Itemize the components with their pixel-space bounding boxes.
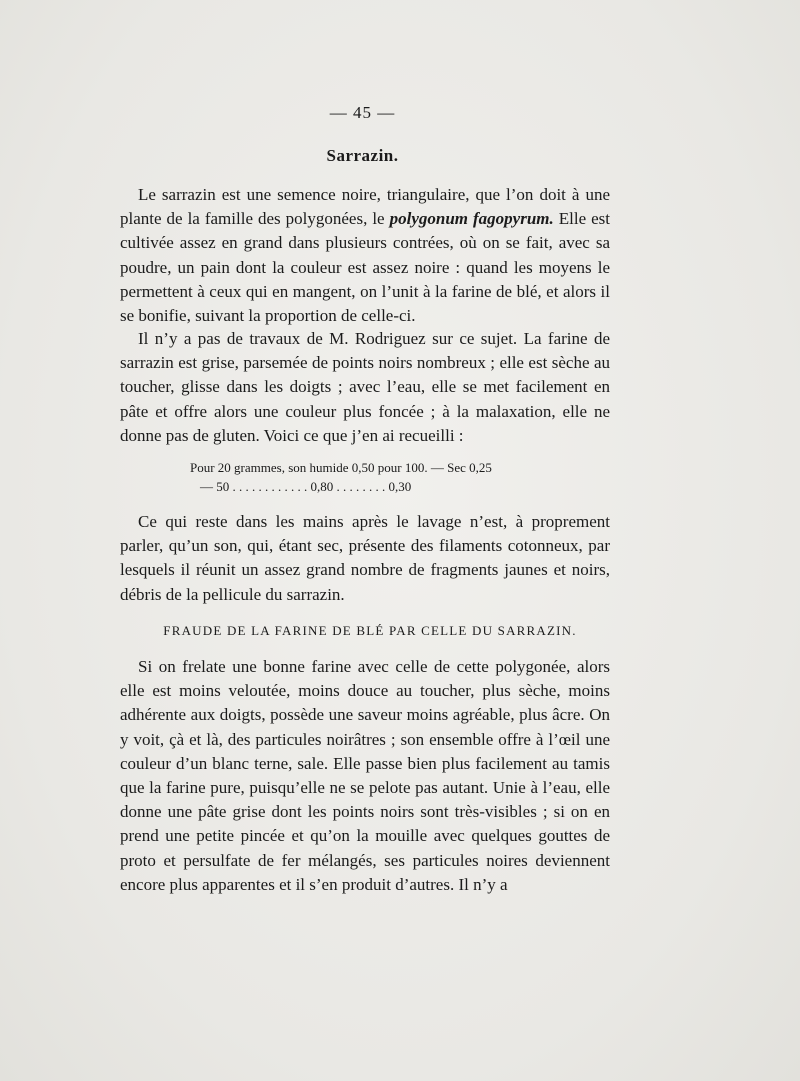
section-title: Sarrazin. [326, 146, 399, 165]
species-name: polygonum fagopyrum. [389, 209, 554, 229]
paragraph-residue-text: Ce qui reste dans les mains après le lavage n’est, à proprement parler, qu’un son, qui, étant sec, présente des filaments cotonneux, par lesquels il réunit un assez grand nombre de fragments jaunes et noirs, débris de la pellicule du sarrazin. [120, 512, 610, 604]
fraud-subheading: FRAUDE DE LA FARINE DE BLÉ PAR CELLE DU SARRAZIN. [163, 623, 577, 638]
paragraph-rodriguez-text: Il n’y a pas de travaux de M. Rodriguez sur ce sujet. La farine de sarrazin est grise, parsemée de points noirs nombreux ; elle est sèche au toucher, glisse dans les doigts ; avec l’eau, elle se met facilement en pâte et offre alors une couleur plus foncée ; à la malaxation, elle ne donne pas de gluten. Voici ce que j’en ai recueilli : [120, 329, 610, 445]
paragraph-fraud-text: Si on frelate une bonne farine avec celle de cette polygonée, alors elle est moins veloutée, moins douce au toucher, plus sèche, moins adhérente aux doigts, possède une saveur moins agréable, plus âcre. On y voit, çà et là, des particules noirâtres ; son ensemble offre à l’œil une couleur d’un blanc terne, sale. Elle passe bien plus facilement au tamis que la farine pure, puisqu’elle ne se pelote pas autant. Unie à l’eau, elle donne une pâte grise dont les points noirs sont très-visibles ; si on en prend une petite pincée et qu’on la mouille avec quelques gouttes de proto et persulfate de fer mélangés, ses particules noires deviennent encore plus apparentes et il s’en produit d’autres. Il n’y a [120, 657, 610, 894]
measurement-line-1: Pour 20 grammes, son humide 0,50 pour 100. — Sec 0,25 [190, 460, 492, 475]
page-number: — 45 — [329, 103, 396, 122]
paragraph-intro [120, 183, 610, 328]
paragraph-residue [120, 510, 610, 607]
paragraph-fraud [120, 655, 610, 897]
paragraph-rodriguez [120, 327, 610, 448]
measurement-line-2: — 50 . . . . . . . . . . . . 0,80 . . . . . . . . 0,30 [200, 479, 412, 494]
paragraph-intro-text-b: Elle est cultivée assez en grand dans plusieurs contrées, où on se fait, avec sa poudre, un pain dont la couleur est assez noire : quand les moyens le permettent à ceux qui en mangent, on l’unit à la farine de blé, et alors il se bonifie, suivant la proportion de celle-ci. [120, 209, 611, 326]
paragraph-intro-text-a: Le sarrazin est une semence noire, triangulaire, que l’on doit à une plante de la famille des polygonées, le [120, 185, 610, 229]
